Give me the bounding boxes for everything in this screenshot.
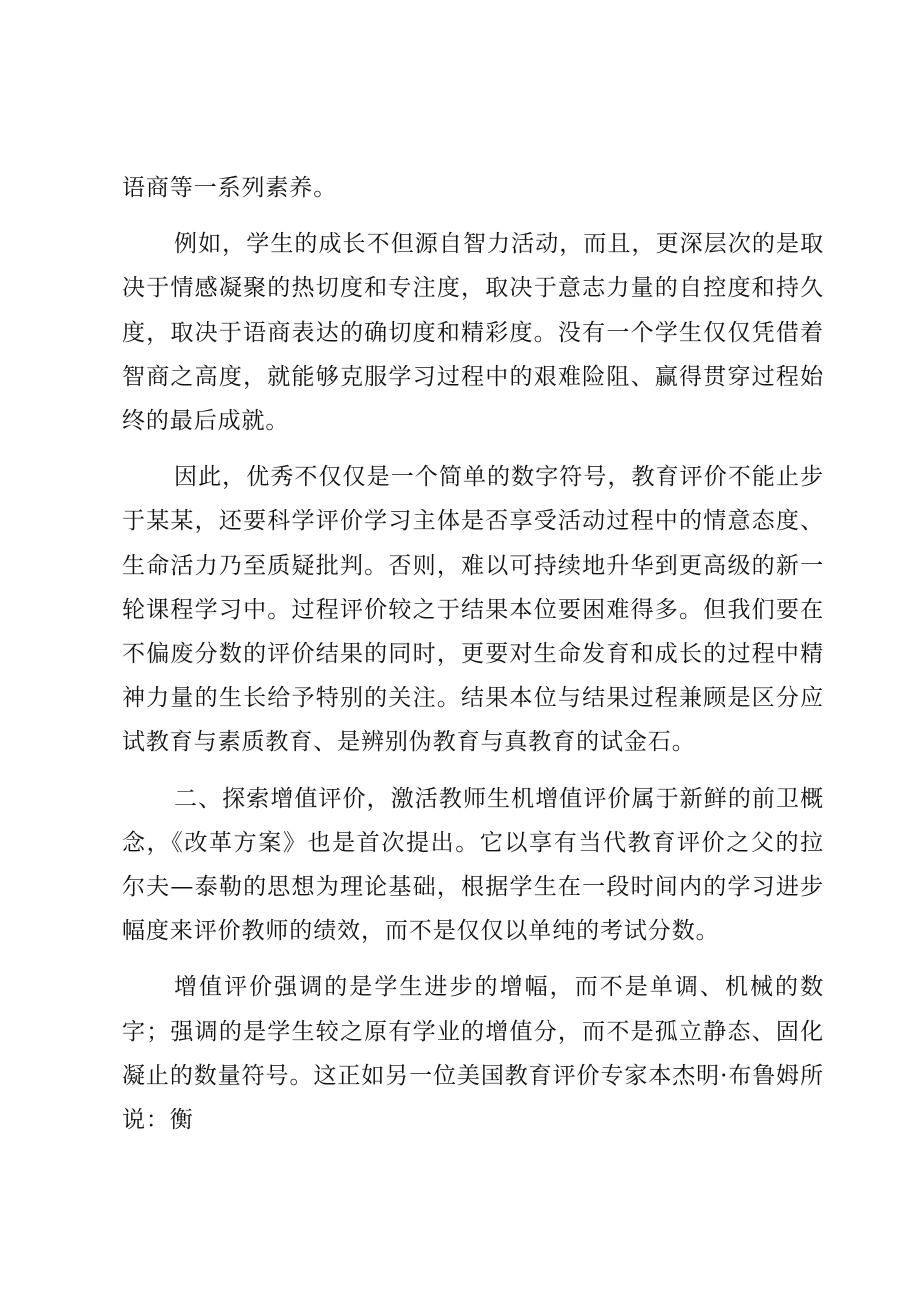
paragraph-continuation: 语商等一系列素养。 [122, 175, 338, 201]
paragraph-value-added: 增值评价强调的是学生进步的增幅，而不是单调、机械的数字；强调的是学生较之原有学业的增值分，而不是孤立静态、固化凝止的数量符号。这正如另一位美国教育评价专家本杰明·布鲁姆所说：衡 [122, 974, 824, 1134]
document-body [122, 166, 824, 1154]
paragraph-section-two: 二、探索增值评价，激活教师生机增值评价属于新鲜的前卫概念，《改革方案》也是首次提出。它以享有当代教育评价之父的拉尔夫—泰勒的思想为理论基础，根据学生在一段时间内的学习进步幅度来评价教师的绩效，而不是仅仅以单纯的考试分数。 [122, 785, 824, 945]
paragraph-therefore: 因此，优秀不仅仅是一个简单的数字符号，教育评价不能止步于某某，还要科学评价学习主体是否享受活动过程中的情意态度、生命活力乃至质疑批判。否则，难以可持续地升华到更高级的新一轮课程学习中。过程评价较之于结果本位要困难得多。但我们要在不偏废分数的评价结果的同时，更要对生命发育和成长的过程中精神力量的生长给予特别的关注。结果本位与结果过程兼顾是区分应试教育与素质教育、是辨别伪教育与真教育的试金石。 [122, 464, 824, 756]
paragraph-example: 例如，学生的成长不但源自智力活动，而且，更深层次的是取决于情感凝聚的热切度和专注度，取决于意志力量的自控度和持久度，取决于语商表达的确切度和精彩度。没有一个学生仅仅凭借着智商之高度，就能够克服学习过程中的艰难险阻、赢得贯穿过程始终的最后成就。 [122, 231, 824, 435]
